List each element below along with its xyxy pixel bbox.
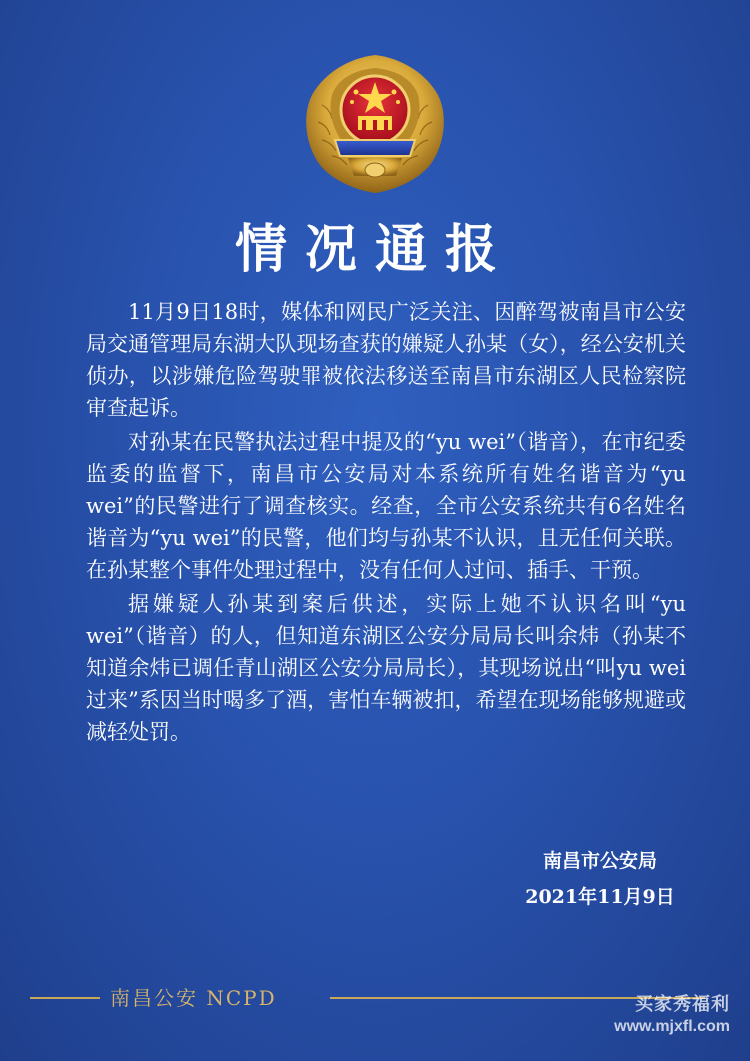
footer-divider-left	[30, 997, 100, 999]
signature-block	[500, 843, 700, 915]
paragraph-1: 11月9日18时，媒体和网民广泛关注、因醉驾被南昌市公安局交通管理局东湖大队现场查获的嫌疑人孙某（女），经公安机关侦办，以涉嫌危险驾驶罪被依法移送至南昌市东湖区人民检察院审查起诉。	[86, 300, 686, 420]
watermark-line-2: www.mjxfl.com	[614, 1018, 730, 1035]
notice-body	[86, 296, 686, 750]
police-emblem-icon	[300, 50, 450, 195]
paragraph-2: 对孙某在民警执法过程中提及的“yu wei”（谐音），在市纪委监委的监督下，南昌市公安局对本系统所有姓名谐音为“yu wei”的民警进行了调查核实。经查，全市公安系统共有6名姓名谐音为“yu wei”的民警，他们均与孙某不认识，且无任何关联。在孙某整个事件处理过程中，没有任何人过问、插手、干预。	[86, 430, 686, 582]
page-title: 情况通报	[234, 219, 515, 280]
footer-brand: 南昌公安 NCPD	[110, 986, 277, 1010]
issue-date: 2021年11月9日	[525, 886, 675, 908]
watermark	[614, 992, 730, 1038]
watermark-line-1: 买家秀福利	[635, 994, 730, 1014]
issuer-name: 南昌市公安局	[542, 850, 657, 872]
paragraph-3: 据嫌疑人孙某到案后供述，实际上她不认识名叫“yu wei”（谐音）的人，但知道东湖区公安分局局长叫余炜（孙某不知道余炜已调任青山湖区公安分局局长），其现场说出“叫yu wei过来”系因当时喝多了酒，害怕车辆被扣，希望在现场能够规避或减轻处罚。	[86, 592, 686, 744]
